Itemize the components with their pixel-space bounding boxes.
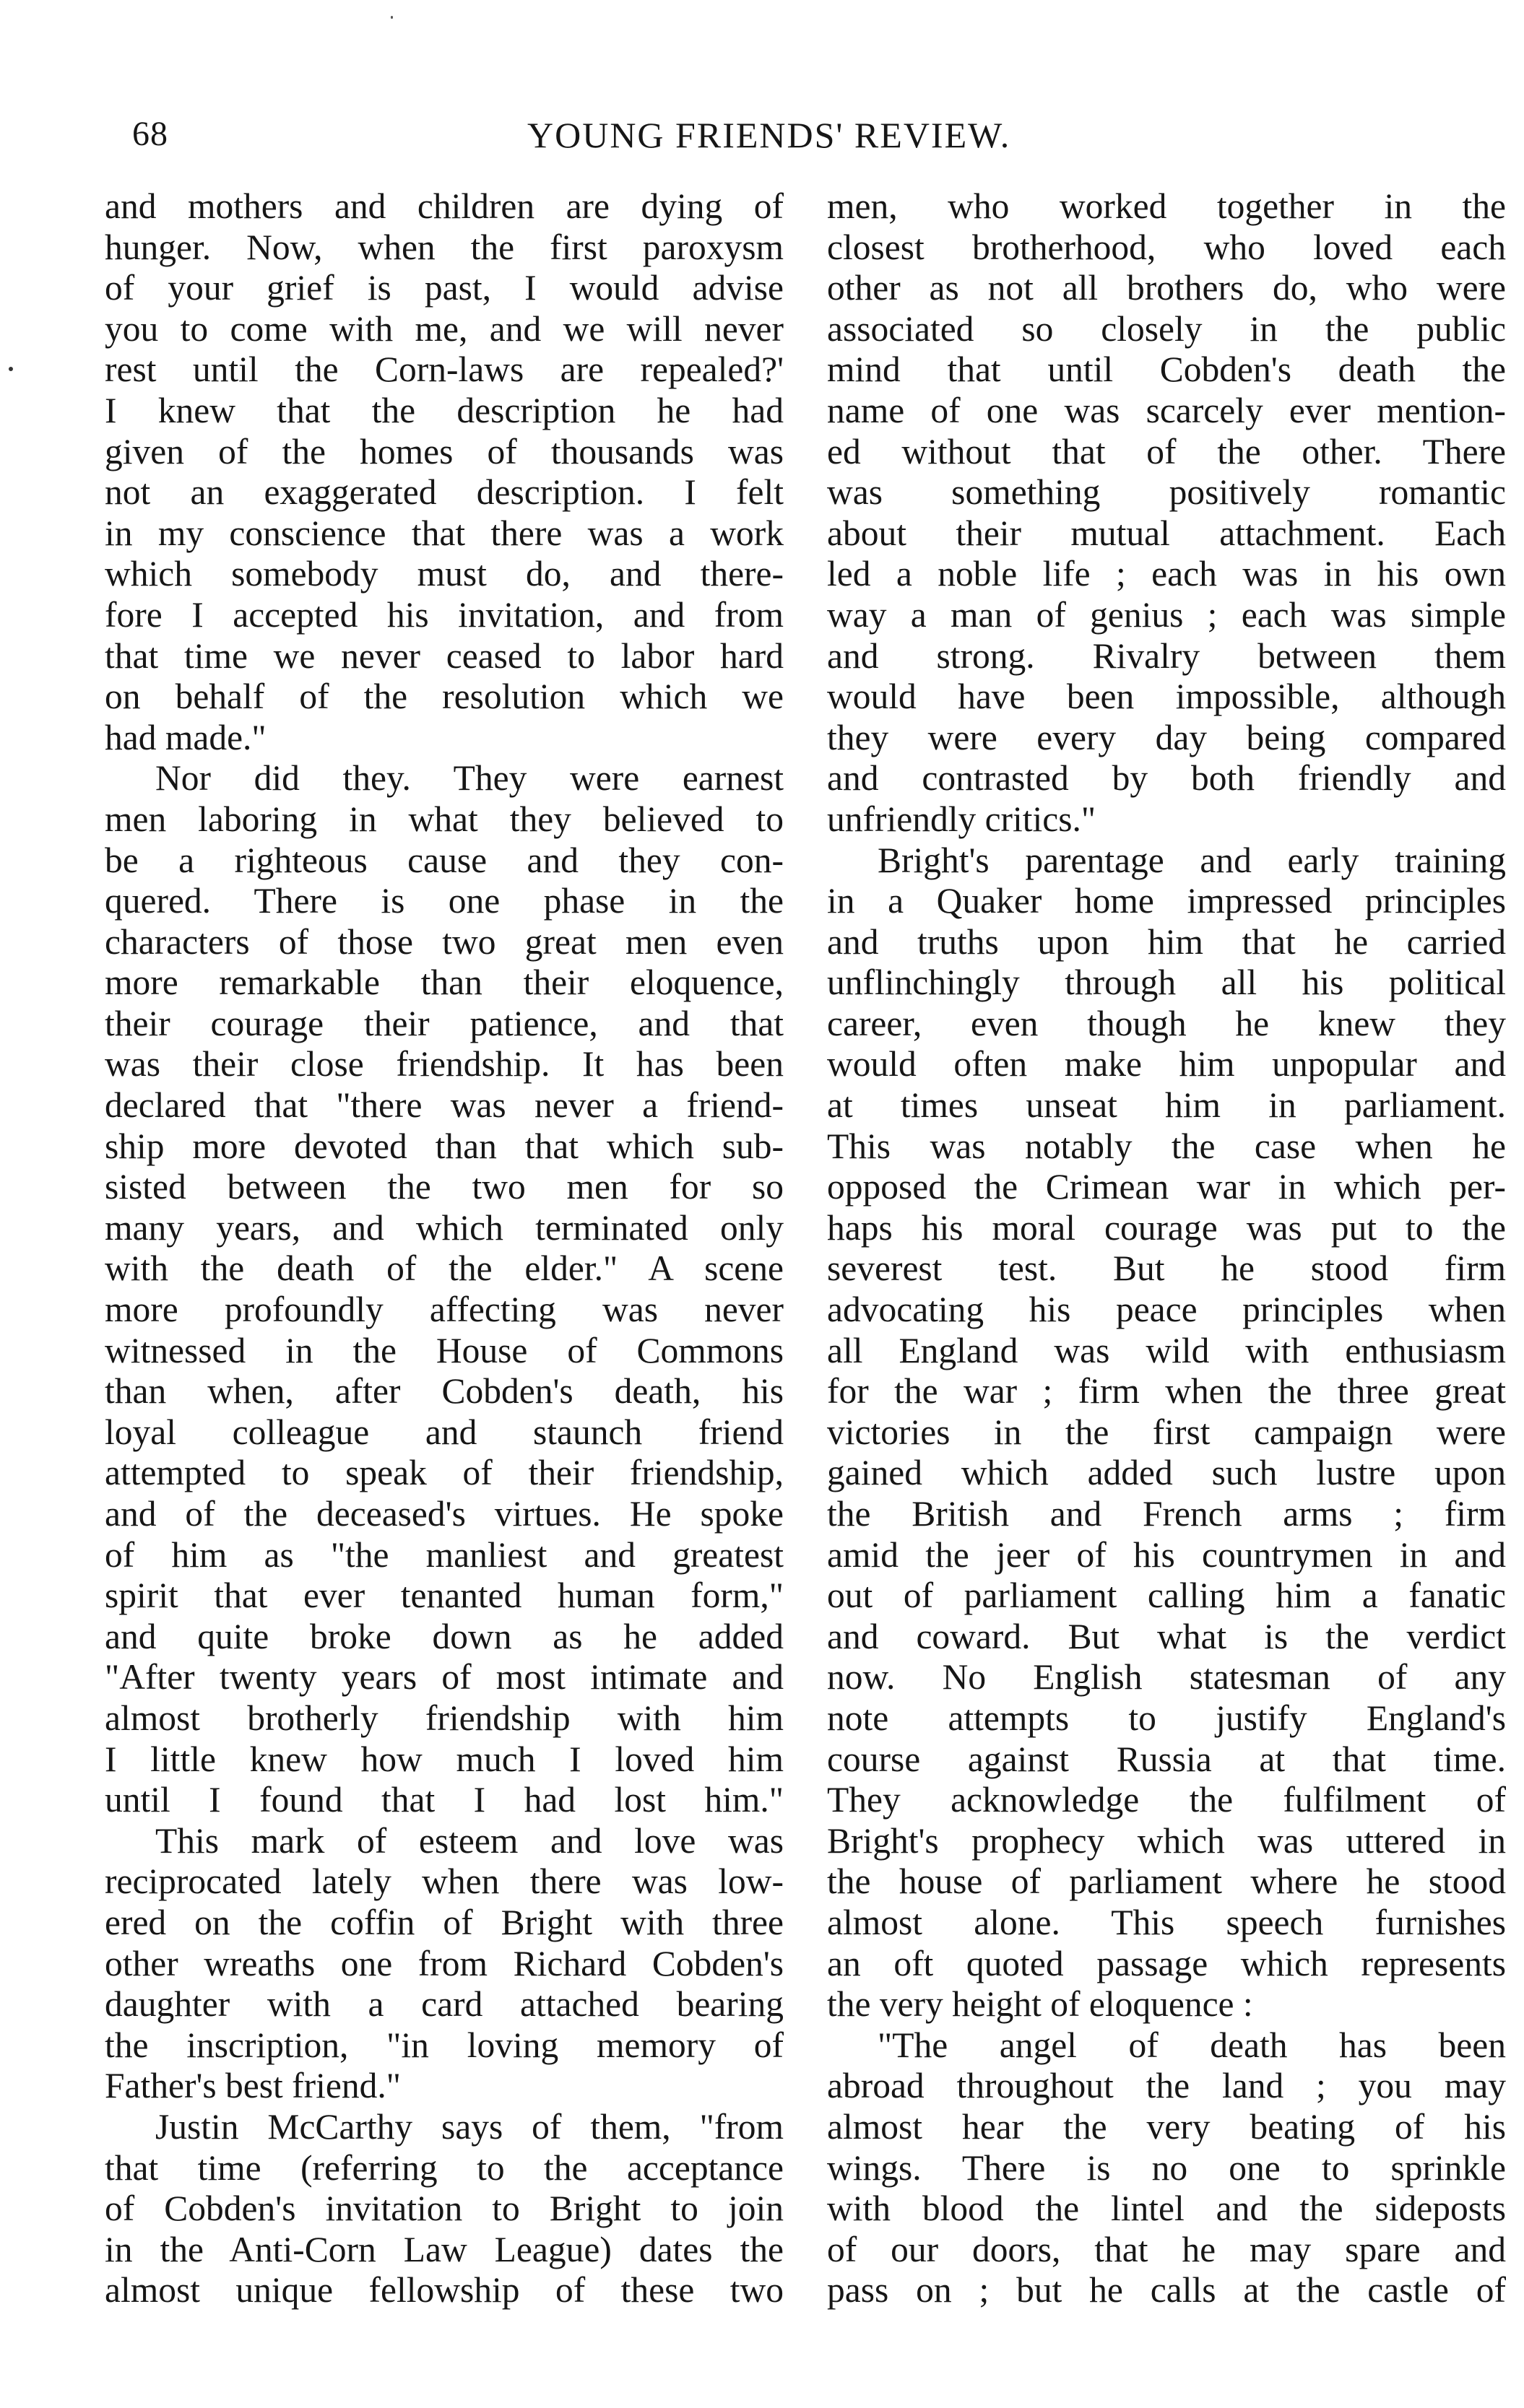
text-line: quered. There is one phase in the <box>105 881 784 921</box>
text-line: closest brotherhood, who loved each <box>827 227 1506 267</box>
text-line: I little knew how much I loved him <box>105 1739 784 1779</box>
text-line: at times unseat him in parliament. <box>827 1085 1506 1126</box>
text-line: unflinchingly through all his political <box>827 962 1506 1003</box>
text-line: men laboring in what they believed to <box>105 799 784 839</box>
text-line: opposed the Crimean war in which per- <box>827 1167 1506 1207</box>
text-line: fore I accepted his invitation, and from <box>105 594 784 635</box>
text-line: attempted to speak of their friendship, <box>105 1453 784 1493</box>
journal-title: YOUNG FRIENDS' REVIEW. <box>527 115 1011 155</box>
text-line: the British and French arms ; firm <box>827 1494 1506 1534</box>
text-line: an oft quoted passage which represents <box>827 1943 1506 1983</box>
text-line: and mothers and children are dying of <box>105 186 784 226</box>
margin-ink-dot <box>9 367 13 371</box>
text-line: Father's best friend." <box>105 2066 401 2106</box>
text-line: had made." <box>105 717 267 757</box>
text-line: wings. There is no one to sprinkle <box>827 2147 1506 2188</box>
text-line: They acknowledge the fulfilment of <box>827 1780 1506 1820</box>
text-line: I knew that the description he had <box>105 390 784 430</box>
text-line: Justin McCarthy says of them, "from <box>155 2106 784 2147</box>
text-line: given of the homes of thousands was <box>105 431 784 471</box>
text-line: you to come with me, and we will never <box>105 308 784 349</box>
text-column-left <box>105 186 784 2311</box>
text-line: characters of those two great men even <box>105 921 784 962</box>
text-line: gained which added such lustre upon <box>827 1453 1506 1493</box>
text-line: almost brotherly friendship with him <box>105 1698 784 1738</box>
stray-ink-mark <box>391 16 393 19</box>
text-line: their courage their patience, and that <box>105 1003 784 1043</box>
text-line: abroad throughout the land ; you may <box>827 2066 1506 2106</box>
text-line: severest test. But he stood firm <box>827 1248 1506 1289</box>
text-line: course against Russia at that time. <box>827 1739 1506 1779</box>
text-line: in a Quaker home impressed principles <box>827 881 1506 921</box>
text-line: daughter with a card attached bearing <box>105 1984 784 2025</box>
text-line: hunger. Now, when the first paroxysm <box>105 227 784 267</box>
text-line: Bright's parentage and early training <box>878 840 1506 880</box>
text-line: that time (referring to the acceptance <box>105 2147 784 2188</box>
text-line: almost alone. This speech furnishes <box>827 1902 1506 1942</box>
text-line: witnessed in the House of Commons <box>105 1330 784 1370</box>
text-line: pass on ; but he calls at the castle of <box>827 2270 1506 2311</box>
text-line: "The angel of death has been <box>878 2025 1506 2065</box>
text-line: in the Anti-Corn Law League) dates the <box>105 2229 784 2269</box>
text-line: and coward. But what is the verdict <box>827 1616 1506 1656</box>
text-line: unfriendly critics." <box>827 799 1096 839</box>
text-line: would have been impossible, although <box>827 677 1506 717</box>
text-line: name of one was scarcely ever mention- <box>827 390 1506 430</box>
text-line: way a man of genius ; each was simple <box>827 594 1506 635</box>
text-line: be a righteous cause and they con- <box>105 840 784 880</box>
text-line: with the death of the elder." A scene <box>105 1248 784 1289</box>
text-line: all England was wild with enthusiasm <box>827 1330 1506 1370</box>
running-head <box>0 114 1524 165</box>
text-line: and of the deceased's virtues. He spoke <box>105 1494 784 1534</box>
text-line: on behalf of the resolution which we <box>105 677 784 717</box>
text-line: which somebody must do, and there- <box>105 554 784 594</box>
text-line: the inscription, "in loving memory of <box>105 2025 784 2065</box>
text-line: in my conscience that there was a work <box>105 513 784 553</box>
text-line: loyal colleague and staunch friend <box>105 1412 784 1452</box>
text-line: ered on the coffin of Bright with three <box>105 1902 784 1942</box>
text-line: and contrasted by both friendly and <box>827 758 1506 799</box>
text-line: sisted between the two men for so <box>105 1167 784 1207</box>
text-line: and truths upon him that he carried <box>827 921 1506 962</box>
text-line: was something positively romantic <box>827 472 1506 513</box>
text-line: career, even though he knew they <box>827 1003 1506 1043</box>
text-column-right <box>827 186 1506 2311</box>
text-line: more profoundly affecting was never <box>105 1290 784 1330</box>
text-line: ed without that of the other. There <box>827 431 1506 471</box>
text-line: Bright's prophecy which was uttered in <box>827 1820 1506 1861</box>
text-line: spirit that ever tenanted human form," <box>105 1575 784 1616</box>
text-line: This mark of esteem and love was <box>155 1820 784 1861</box>
text-line: declared that "there was never a friend- <box>105 1085 784 1126</box>
text-line: other as not all brothers do, who were <box>827 268 1506 308</box>
text-line: with blood the lintel and the sideposts <box>827 2189 1506 2229</box>
text-line: out of parliament calling him a fanatic <box>827 1575 1506 1616</box>
text-line: was their close friendship. It has been <box>105 1044 784 1085</box>
text-line: Nor did they. They were earnest <box>155 758 784 799</box>
text-line: of him as "the manliest and greatest <box>105 1534 784 1575</box>
text-line: the house of parliament where he stood <box>827 1861 1506 1902</box>
text-line: more remarkable than their eloquence, <box>105 962 784 1003</box>
text-line: "After twenty years of most intimate and <box>105 1657 784 1698</box>
text-line: of Cobden's invitation to Bright to join <box>105 2189 784 2229</box>
text-line: rest until the Corn-laws are repealed?' <box>105 349 784 390</box>
text-line: now. No English statesman of any <box>827 1657 1506 1698</box>
text-line: they were every day being compared <box>827 717 1506 757</box>
text-line: ship more devoted than that which sub- <box>105 1126 784 1166</box>
text-line: This was notably the case when he <box>827 1126 1506 1166</box>
text-line: than when, after Cobden's death, his <box>105 1371 784 1412</box>
text-line: of your grief is past, I would advise <box>105 268 784 308</box>
text-line: reciprocated lately when there was low- <box>105 1861 784 1902</box>
text-line: about their mutual attachment. Each <box>827 513 1506 553</box>
text-line: almost hear the very beating of his <box>827 2106 1506 2147</box>
text-line: almost unique fellowship of these two <box>105 2270 784 2311</box>
text-line: many years, and which terminated only <box>105 1207 784 1248</box>
text-line: associated so closely in the public <box>827 308 1506 349</box>
text-line: led a noble life ; each was in his own <box>827 554 1506 594</box>
text-line: note attempts to justify England's <box>827 1698 1506 1738</box>
text-line: not an exaggerated description. I felt <box>105 472 784 513</box>
text-line: would often make him unpopular and <box>827 1044 1506 1085</box>
text-line: and quite broke down as he added <box>105 1616 784 1656</box>
page-number: 68 <box>132 115 168 153</box>
text-line: victories in the first campaign were <box>827 1412 1506 1452</box>
text-line: that time we never ceased to labor hard <box>105 635 784 676</box>
text-line: haps his moral courage was put to the <box>827 1207 1506 1248</box>
text-line: other wreaths one from Richard Cobden's <box>105 1943 784 1983</box>
text-line: the very height of eloquence : <box>827 1984 1253 2025</box>
text-line: mind that until Cobden's death the <box>827 349 1506 390</box>
text-line: amid the jeer of his countrymen in and <box>827 1534 1506 1575</box>
text-line: until I found that I had lost him." <box>105 1780 784 1820</box>
text-line: men, who worked together in the <box>827 186 1506 226</box>
text-line: and strong. Rivalry between them <box>827 635 1506 676</box>
text-line: advocating his peace principles when <box>827 1290 1506 1330</box>
text-line: of our doors, that he may spare and <box>827 2229 1506 2269</box>
text-line: for the war ; firm when the three great <box>827 1371 1506 1412</box>
